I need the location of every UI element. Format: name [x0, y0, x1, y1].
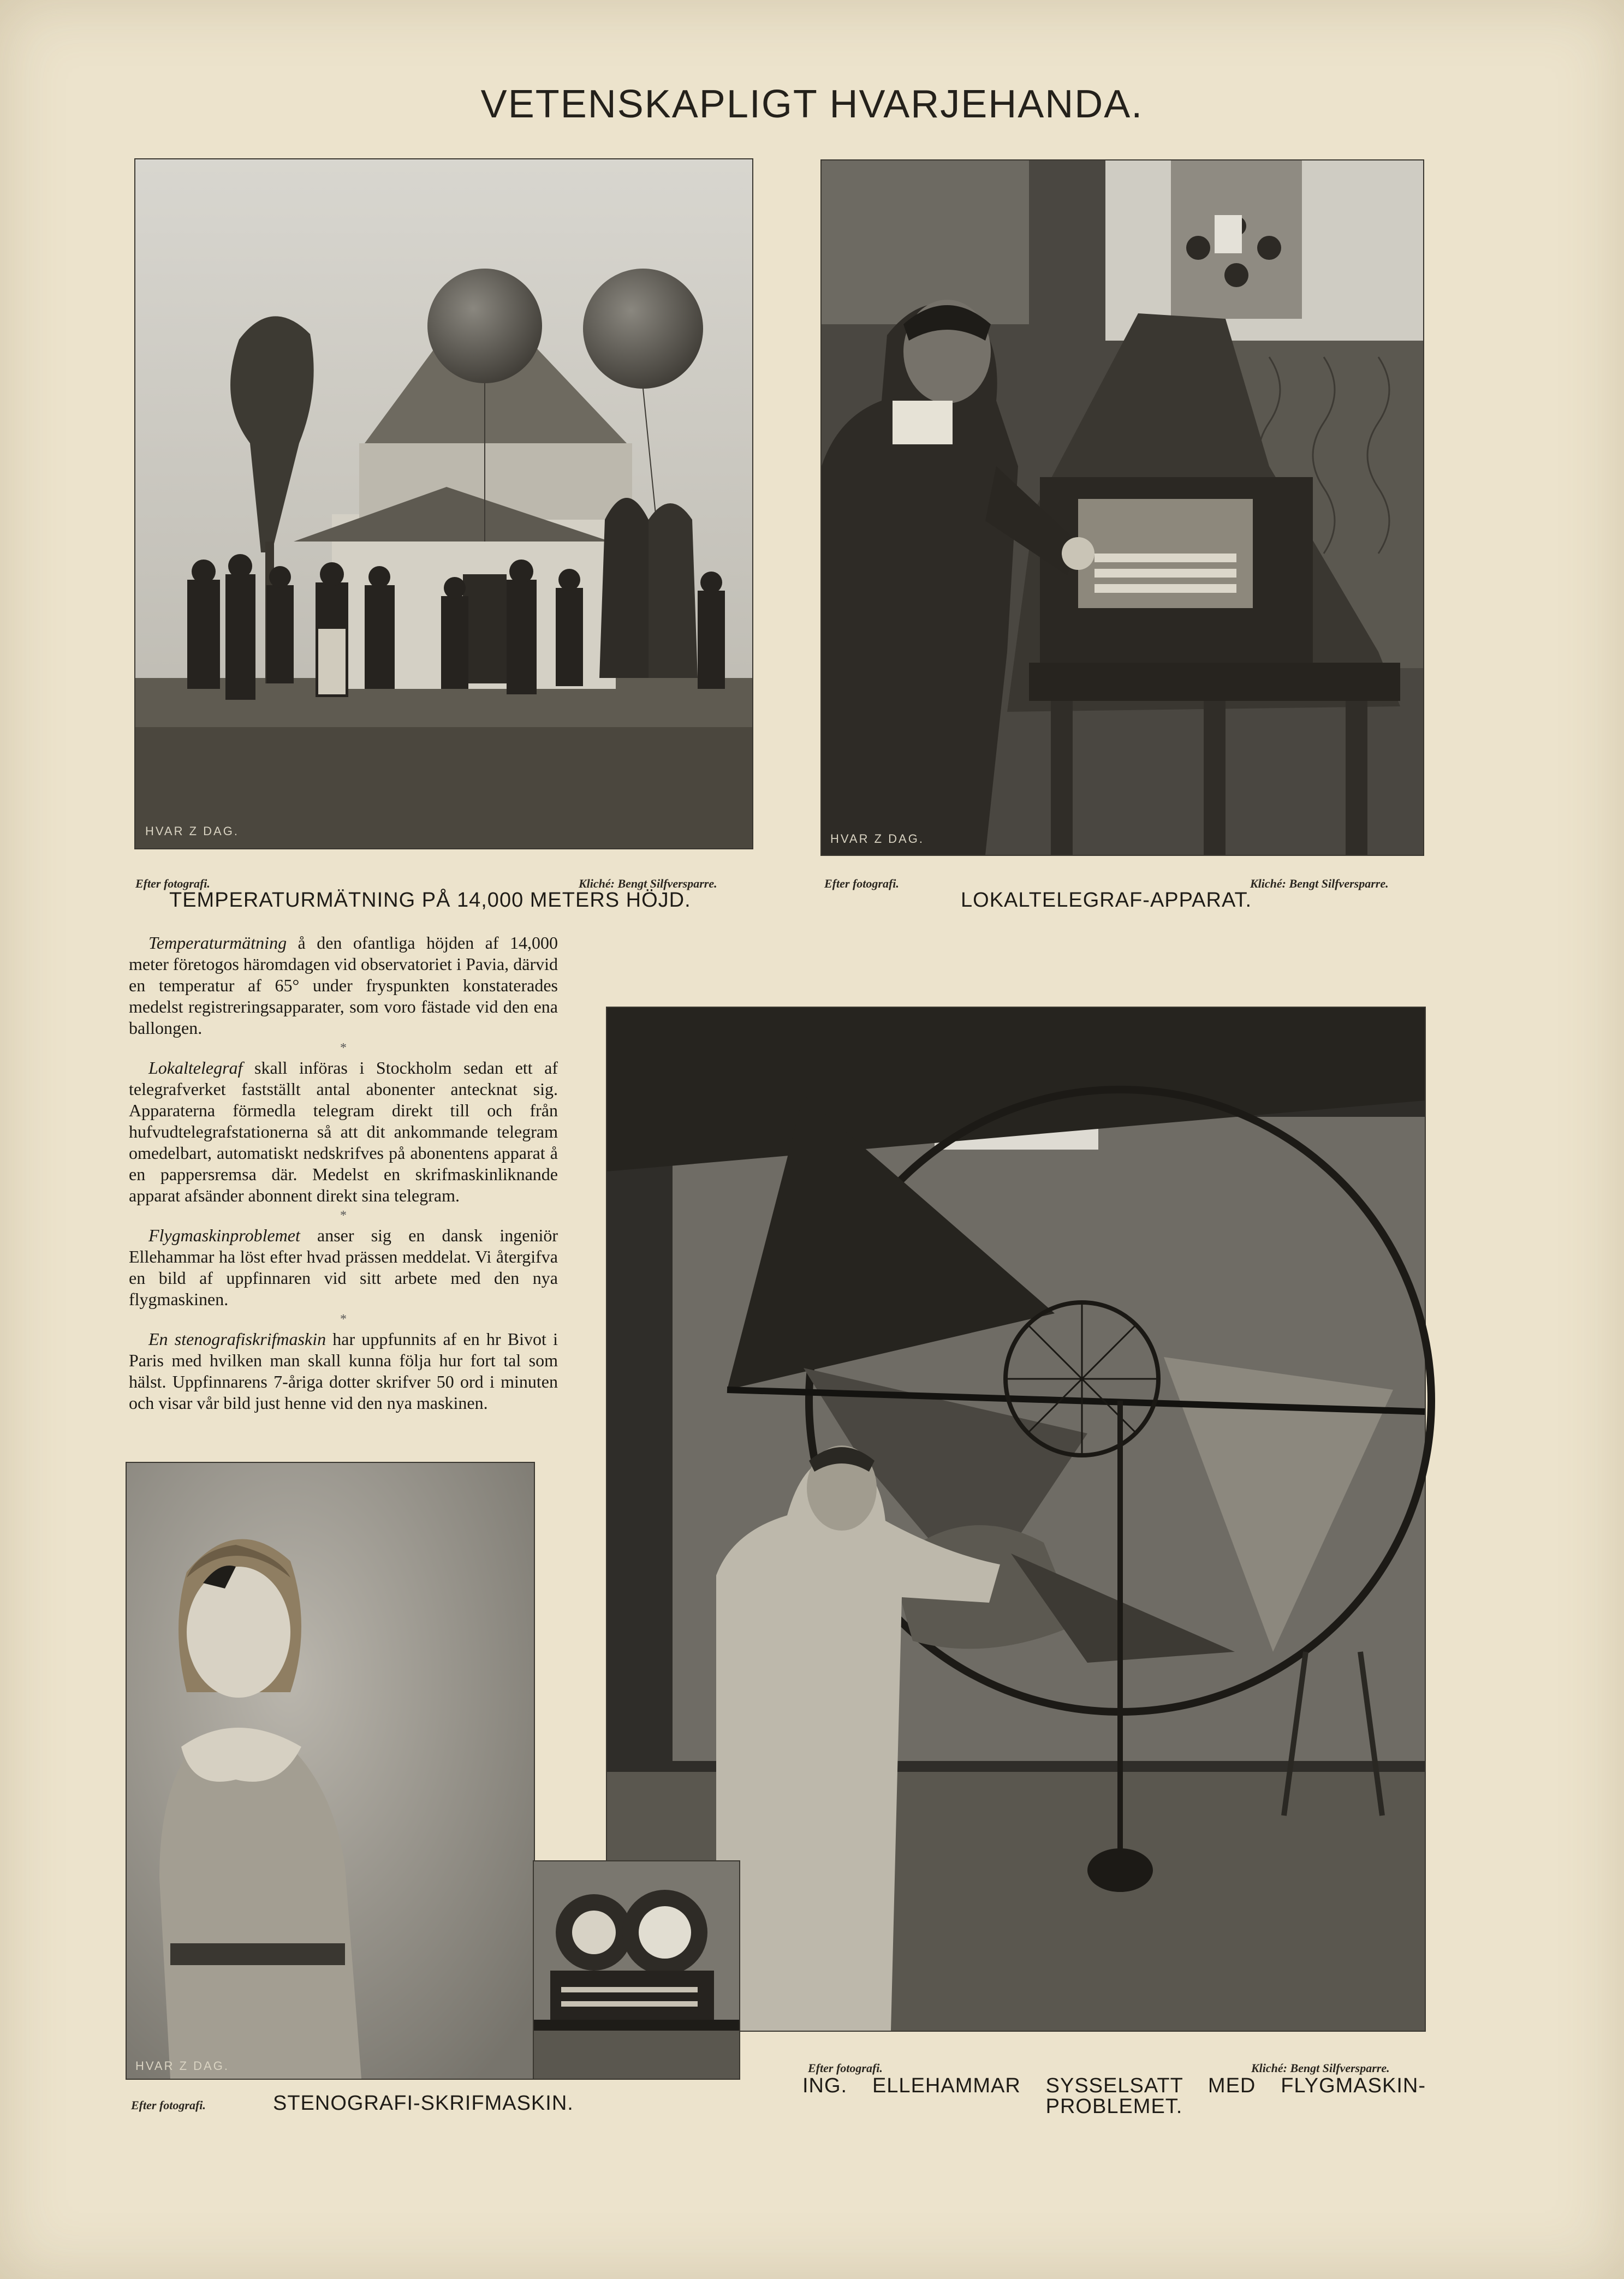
flying-machine-caption-line2: PROBLEMET.	[1045, 2095, 1183, 2118]
article-column-left	[129, 932, 558, 1414]
telegraph-credit-right: Kliché: Bengt Silfversparre.	[1250, 877, 1389, 890]
stenograph-credit-left: Efter fotografi.	[131, 2098, 206, 2112]
balloon-credit-left: Efter fotografi.	[135, 877, 210, 890]
paragraph-stenograph	[129, 1329, 558, 1414]
text-telegraph: skall införas i Stockholm sedan ett af telegrafverket fastställt antal abonenter antecknat sig. Apparaterna förmedla telegram direkt till och från hufvudtelegrafstationerna så att dit ankommande telegram omedelbart, automatiskt nedskrifves på abonentens apparat å en pappersremsa där. Medelst en skrifmaskinliknande apparat afsänder abonnent direkt sina telegram.	[129, 1058, 558, 1205]
stenograph-machine-photo	[135, 1861, 739, 2079]
photo-watermark: HVAR Z DAG.	[830, 832, 924, 846]
lead-telegraph: Lokaltelegraf	[148, 1058, 243, 1078]
telegraph-credit-left: Efter fotografi.	[824, 877, 899, 890]
telegraph-photo	[822, 160, 1423, 855]
balloon-credit-right: Kliché: Bengt Silfversparre.	[579, 877, 717, 890]
page-title: VETENSKAPLIGT HVARJEHANDA.	[480, 82, 1144, 126]
lead-flying-machine: Flygmaskinproblemet	[148, 1225, 300, 1245]
text-stenograph: har uppfunnits af en hr Bivot i Paris med hvilken man skall kunna följa hur fort tal som hälst. Uppfinnarens 7-åriga dotter skrifver 50 ord i minuten och visar vår bild just henne vid den nya maskinen.	[129, 1329, 558, 1413]
paragraph-flying-machine	[129, 1225, 558, 1310]
text-flying-machine: anser sig en dansk ingeniör Ellehammar ha löst efter hvad prässen meddelat. Vi återgifva en bild af uppfinnaren vid sitt arbete med den nya flygmaskinen.	[129, 1225, 558, 1309]
separator: *	[340, 1209, 347, 1223]
balloon-photo	[135, 159, 752, 848]
separator: *	[340, 1312, 347, 1326]
photo-watermark: HVAR Z DAG.	[145, 824, 239, 838]
flying-machine-caption-line1: ING. ELLEHAMMAR SYSSELSATT MED FLYGMASKIN-	[802, 2074, 1426, 2097]
balloon-caption: TEMPERATURMÄTNING PÅ 14,000 METERS HÖJD.	[169, 889, 691, 912]
stenograph-photo	[127, 1463, 534, 2079]
telegraph-caption: LOKALTELEGRAF-APPARAT.	[961, 889, 1252, 912]
stenograph-caption: STENOGRAFI-SKRIFMASKIN.	[273, 2092, 574, 2115]
text-temperature: å den ofantliga höjden af 14,000 meter företogos häromdagen vid observatoriet i Pavia, därvid en temperatur af 65° under fryspunkten konstaterades medelst registreringsapparater, som voro fästade vid den ena ballongen.	[129, 933, 558, 1038]
flying-machine-credit-right: Kliché: Bengt Silfversparre.	[1251, 2061, 1390, 2075]
lead-temperature: Temperaturmätning	[148, 933, 287, 953]
paragraph-temperature	[129, 932, 558, 1039]
lead-stenograph: En stenografiskrifmaskin	[148, 1329, 326, 1349]
photo-watermark: HVAR Z DAG.	[135, 2059, 229, 2073]
flying-machine-credit-left: Efter fotografi.	[808, 2061, 883, 2075]
paragraph-telegraph	[129, 1057, 558, 1206]
separator: *	[340, 1041, 347, 1055]
